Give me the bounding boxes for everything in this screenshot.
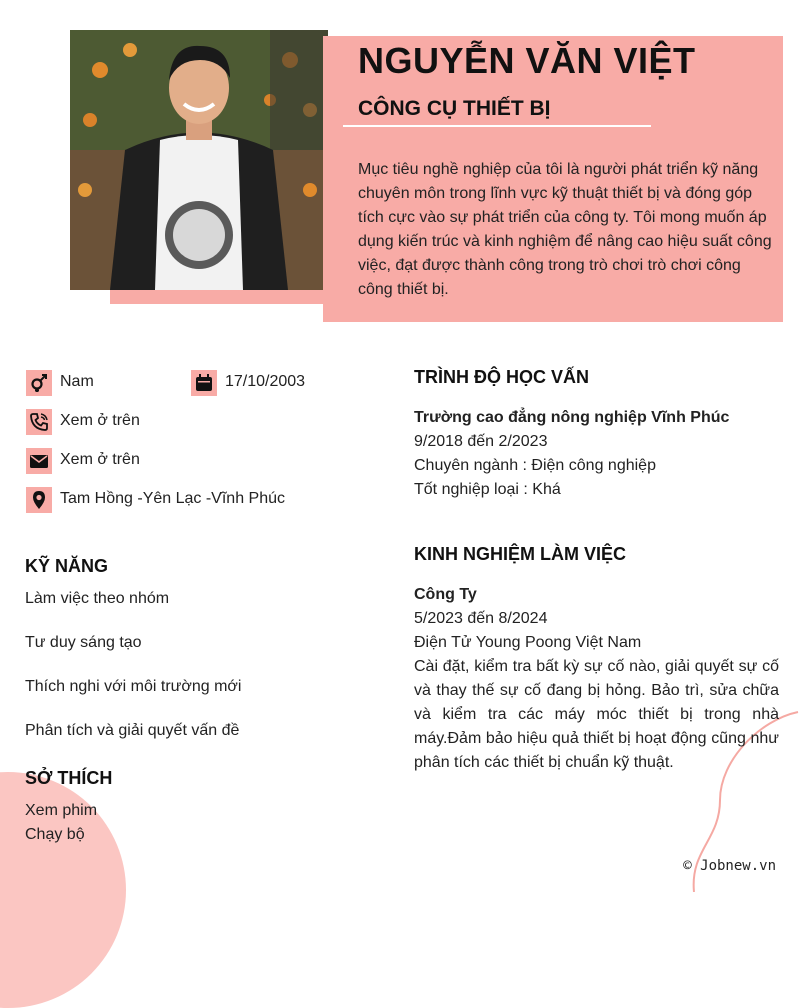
profile-photo: [70, 30, 328, 290]
watermark: © Jobnew.vn: [683, 858, 776, 874]
experience-heading: KINH NGHIỆM LÀM VIỆC: [414, 544, 627, 564]
education-period: 9/2018 đến 2/2023: [414, 433, 548, 450]
skills-heading: KỸ NĂNG: [25, 556, 109, 576]
hobby-item: Xem phim: [25, 802, 98, 819]
email-value: Xem ở trên: [60, 451, 140, 468]
calendar-icon: [191, 370, 217, 396]
hobbies-heading: SỞ THÍCH: [25, 768, 113, 788]
experience-company-label: Công Ty: [414, 586, 477, 603]
school-name: Trường cao đẳng nông nghiệp Vĩnh Phúc: [414, 409, 730, 426]
experience-description: Cài đặt, kiểm tra bất kỳ sự cố nào, giải quyết sự cố và thay thế sự cố đang bị hỏng. Bảo trì, sửa chữa và kiểm tra các máy móc thiết bị trong nhà máy.Đảm bảo hiệu quả thiết bị hoạt động cũng như phân tích các thiết bị chuẩn kỹ thuật.: [414, 658, 779, 771]
birthday-value: 17/10/2003: [225, 373, 306, 390]
skill-item: Làm việc theo nhóm: [25, 590, 170, 607]
gender-value: Nam: [60, 373, 94, 390]
education-heading: TRÌNH ĐỘ HỌC VẤN: [414, 367, 589, 387]
skill-item: Thích nghi với môi trường mới: [25, 678, 242, 695]
skill-item: Phân tích và giải quyết vấn đề: [25, 722, 240, 739]
candidate-name: NGUYỄN VĂN VIỆT: [358, 40, 696, 81]
email-icon: [26, 448, 52, 474]
education-major: Chuyên ngành : Điện công nghiệp: [414, 457, 656, 474]
phone-value: Xem ở trên: [60, 412, 140, 429]
education-grade: Tốt nghiệp loại : Khá: [414, 481, 561, 498]
location-icon: [26, 487, 52, 513]
experience-period: 5/2023 đến 8/2024: [414, 610, 548, 627]
gender-icon: [26, 370, 52, 396]
hobby-item: Chạy bộ: [25, 826, 85, 843]
phone-icon: [26, 409, 52, 435]
address-value: Tam Hồng -Yên Lạc -Vĩnh Phúc: [60, 490, 286, 507]
job-title: CÔNG CỤ THIẾT BỊ: [358, 97, 551, 120]
title-divider: [343, 125, 651, 127]
skill-item: Tư duy sáng tạo: [25, 634, 142, 651]
career-objective: Mục tiêu nghề nghiệp của tôi là người phát triển kỹ năng chuyên môn trong lĩnh vực kỹ thuật thiết bị và đóng góp tích cực vào sự phát triển của công ty. Tôi mong muốn áp dụng kiến trúc và kinh nghiệm để nâng cao hiệu suất công việc, đạt được thành công trong trò chơi trò chơi công công thiết bị.: [358, 161, 772, 298]
experience-company: Điện Tử Young Poong Việt Nam: [414, 634, 642, 651]
